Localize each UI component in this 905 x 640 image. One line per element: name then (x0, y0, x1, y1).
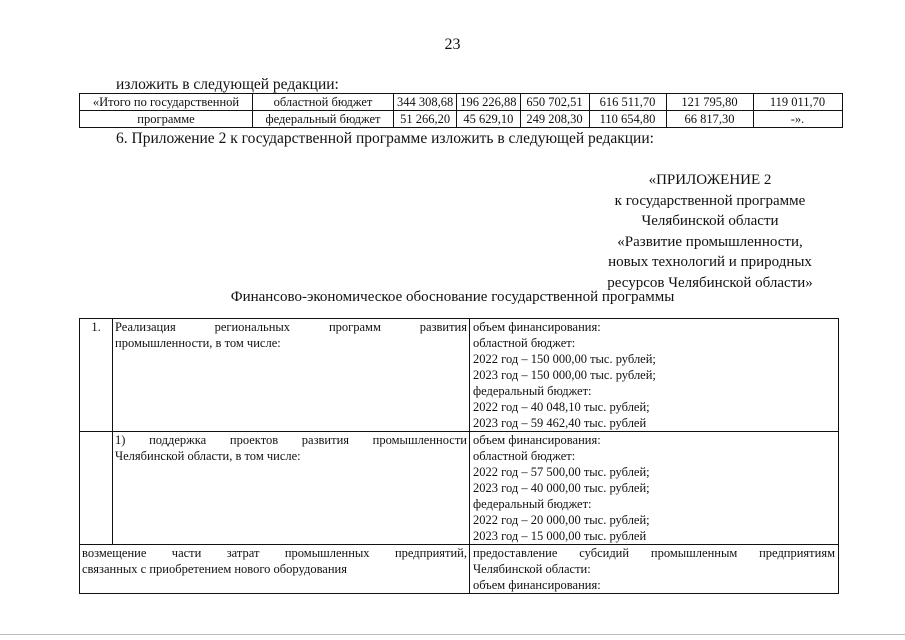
funding-line: 2023 год – 59 462,40 тыс. рублей (473, 416, 647, 430)
budget-value: 344 308,68 (394, 94, 457, 111)
description-line: Реализация региональных программ развития (115, 320, 467, 334)
appendix-line: к государственной программе (614, 192, 806, 209)
description-line: 1) поддержка проектов развития промышленности (115, 433, 467, 447)
table-row (80, 111, 843, 128)
funding-line: объем финансирования: (473, 433, 601, 447)
total-label-line2: программе (80, 111, 253, 128)
funding-line: областной бюджет: (473, 449, 576, 463)
appendix-line: ресурсов Челябинской области» (607, 274, 813, 291)
budget-value: 45 629,10 (457, 111, 520, 128)
funding-line: федеральный бюджет: (473, 497, 592, 511)
funding-cell (470, 545, 839, 594)
budget-totals-table (79, 93, 843, 128)
table-row (80, 319, 839, 432)
funding-line: объем финансирования: (473, 320, 601, 334)
funding-line: 2023 год – 150 000,00 тыс. рублей; (473, 368, 656, 382)
budget-value: 616 511,70 (589, 94, 666, 111)
funding-line: 2022 год – 20 000,00 тыс. рублей; (473, 513, 650, 527)
budget-source: областной бюджет (253, 94, 394, 111)
appendix-line: Челябинской области (641, 213, 779, 229)
budget-value: 121 795,80 (666, 94, 753, 111)
funding-line: предоставление субсидий промышленным предприятиям (473, 546, 835, 560)
table-row (80, 545, 839, 594)
description-line: промышленности, в том числе: (115, 336, 281, 350)
description-line: связанных с приобретением нового оборудования (82, 562, 347, 576)
row-description (80, 545, 470, 594)
finance-table (79, 318, 839, 594)
budget-value: 110 654,80 (589, 111, 666, 128)
funding-line: объем финансирования: (473, 578, 601, 592)
description-line: Челябинской области, в том числе: (115, 449, 301, 463)
point-6-text: 6. Приложение 2 к государственной программе изложить в следующей редакции: (116, 130, 654, 147)
table-row (80, 94, 843, 111)
budget-value: 650 702,51 (520, 94, 589, 111)
document-title: Финансово-экономическое обоснование государственной программы (230, 289, 675, 305)
budget-value: 249 208,30 (520, 111, 589, 128)
budget-value: -». (753, 111, 842, 128)
funding-line: 2023 год – 15 000,00 тыс. рублей (473, 529, 647, 543)
page-number: 23 (444, 36, 461, 53)
table-row (80, 432, 839, 545)
budget-value: 66 817,30 (666, 111, 753, 128)
funding-line: 2023 год – 40 000,00 тыс. рублей; (473, 481, 650, 495)
budget-value: 196 226,88 (457, 94, 520, 111)
appendix-line: «ПРИЛОЖЕНИЕ 2 (648, 172, 772, 188)
row-description (113, 432, 470, 545)
budget-value: 119 011,70 (753, 94, 842, 111)
funding-line: 2022 год – 150 000,00 тыс. рублей; (473, 352, 656, 366)
row-description (113, 319, 470, 432)
budget-source: федеральный бюджет (253, 111, 394, 128)
funding-line: 2022 год – 57 500,00 тыс. рублей; (473, 465, 650, 479)
funding-line: федеральный бюджет: (473, 384, 592, 398)
appendix-line: новых технологий и природных (608, 254, 812, 270)
row-number (80, 432, 113, 545)
intro-line: изложить в следующей редакции: (116, 76, 339, 93)
row-number: 1. (80, 319, 113, 432)
funding-line: 2022 год – 40 048,10 тыс. рублей; (473, 400, 650, 414)
funding-line: Челябинской области: (473, 562, 591, 576)
appendix-header (580, 170, 840, 293)
appendix-line: «Развитие промышленности, (617, 233, 803, 250)
funding-line: областной бюджет: (473, 336, 576, 350)
funding-cell (470, 432, 839, 545)
description-line: возмещение части затрат промышленных предприятий, (82, 546, 467, 560)
page-bottom-edge (0, 634, 905, 635)
funding-cell (470, 319, 839, 432)
total-label-line1: «Итого по государственной (80, 94, 253, 111)
budget-value: 51 266,20 (394, 111, 457, 128)
